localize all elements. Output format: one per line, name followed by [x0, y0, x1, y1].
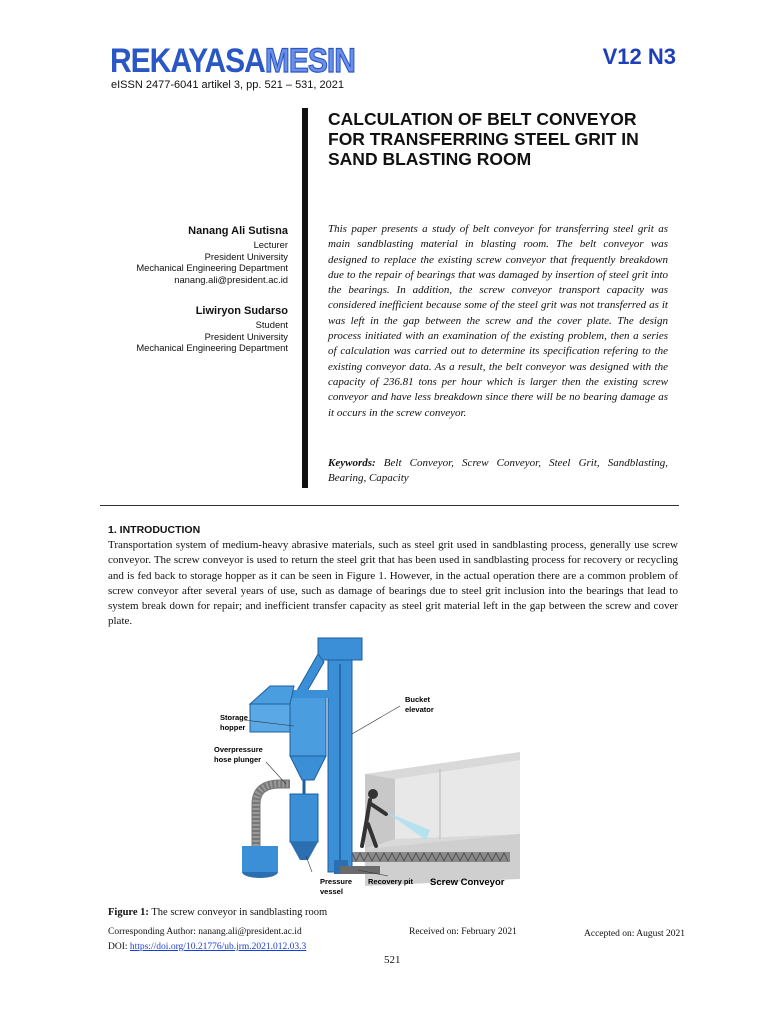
- keywords: [328, 456, 668, 487]
- author-affiliation: President University: [204, 330, 288, 342]
- journal-logo: [110, 42, 355, 81]
- label-storage-hopper-1: Storage: [220, 713, 248, 722]
- doi-link[interactable]: https://doi.org/10.21776/ub.jrm.2021.012.03.3: [129, 942, 307, 952]
- title-divider-bar: [302, 108, 308, 488]
- figure-caption-label: Figure 1:: [108, 907, 149, 918]
- recovery-pit-rect: [340, 866, 380, 874]
- overpressure-unit: [250, 704, 290, 732]
- author-affiliation: President University: [204, 250, 288, 262]
- section-divider: [100, 505, 679, 506]
- abstract: This paper presents a study of belt conveyor for transferring steel grit as main sandblasting material in blasting room. The belt conveyor was designed to replace the existing screw conveyor that frequently breakdown due to the repair of bearings that was damaged by insertion of steel grit into the bearings. In addition, the screw conveyor transport capacity was considered inefficient because some of the steel grit was not transferred as it was left in the gap between the screw and the cover plate. The design process initiated with an examination of the existing problem, then a series of calculation was carried out to determine its specification refering to the existing conveyor data. As a result, the belt conveyor was designed with the capacity of 236.81 tons per hour which is larger then the existing screw conveyor and have less breakdown since there will be no bearing damage as it occurs in the screw conveyor.: [328, 223, 668, 419]
- paper-title: CALCULATION OF BELT CONVEYOR FOR TRANSFERRING STEEL GRIT IN SAND BLASTING ROOM: [328, 109, 639, 169]
- author-email: nanang.ali@president.ac.id: [174, 273, 288, 285]
- figure-caption-text: The screw conveyor in sandblasting room: [148, 907, 328, 918]
- figure-caption: [108, 907, 327, 918]
- keywords-text: Belt Conveyor, Screw Conveyor, Steel Grit, Sandblasting, Bearing, Capacity: [328, 457, 668, 485]
- label-overpressure-2: hose plunger: [214, 755, 262, 764]
- label-bucket-elevator-1: Bucket: [405, 695, 431, 704]
- author-name: Nanang Ali Sutisna: [188, 225, 288, 237]
- label-screw-conveyor: Screw Conveyor: [430, 877, 505, 888]
- logo-text-mesin: MESIN: [264, 42, 355, 80]
- label-bucket-elevator-2: elevator: [405, 705, 434, 714]
- author-department: Mechanical Engineering Department: [136, 262, 288, 273]
- accepted-date: Accepted on: August 2021: [584, 929, 686, 939]
- keywords-label: Keywords:: [328, 457, 376, 469]
- pressure-vessel: [290, 794, 318, 842]
- operator-head: [368, 789, 378, 799]
- received-date: Received on: February 2021: [409, 927, 517, 937]
- label-storage-hopper-2: hopper: [220, 723, 246, 732]
- label-overpressure-1: Overpressure: [214, 745, 263, 754]
- bucket-elevator-head: [318, 638, 362, 660]
- label-pressure-vessel-2: vessel: [320, 887, 343, 896]
- label-pressure-vessel-1: Pressure: [320, 877, 353, 886]
- label-recovery-pit: Recovery pit: [368, 877, 414, 886]
- hose-drum-body: [242, 846, 278, 872]
- introduction-text: Transportation system of medium-heavy abrasive materials, such as steel grit used in sandblasting process, generally use screw conveyor. The screw conveyor is used to return the steel grit that has been used in sandblasting process for recovery or recycling and is fed back to storage hopper as it can be seen in Figure 1. However, in the actual operation there are a common problem of screw conveyor after several years of use, such as damage of bearings due to steel grit inclusion into the bearings that lead to system break down for repair; and inefficient transfer capacity as steel grit material left in the gap between the screw and cover plate.: [108, 539, 678, 628]
- doi-label: DOI:: [108, 942, 130, 952]
- author-block-1: [136, 224, 288, 285]
- author-name: Liwiryon Sudarso: [195, 305, 288, 317]
- page-number: 521: [384, 954, 401, 966]
- figure-sandblasting-room: [190, 634, 520, 900]
- author-role: Lecturer: [253, 239, 288, 250]
- section-heading: 1. INTRODUCTION: [108, 524, 201, 536]
- author-department: Mechanical Engineering Department: [136, 342, 288, 353]
- volume-number: V12 N3: [602, 44, 676, 69]
- doi-line: [108, 942, 306, 952]
- corresponding-author: Corresponding Author: nanang.ali@president.ac.id: [108, 927, 302, 937]
- storage-hopper: [290, 696, 326, 756]
- author-block-2: [136, 304, 288, 354]
- author-role: Student: [255, 319, 288, 330]
- issn-line: eISSN 2477-6041 artikel 3, pp. 521 – 531, 2021: [111, 79, 345, 91]
- logo-text-rekayasa: REKAYASA: [110, 42, 265, 80]
